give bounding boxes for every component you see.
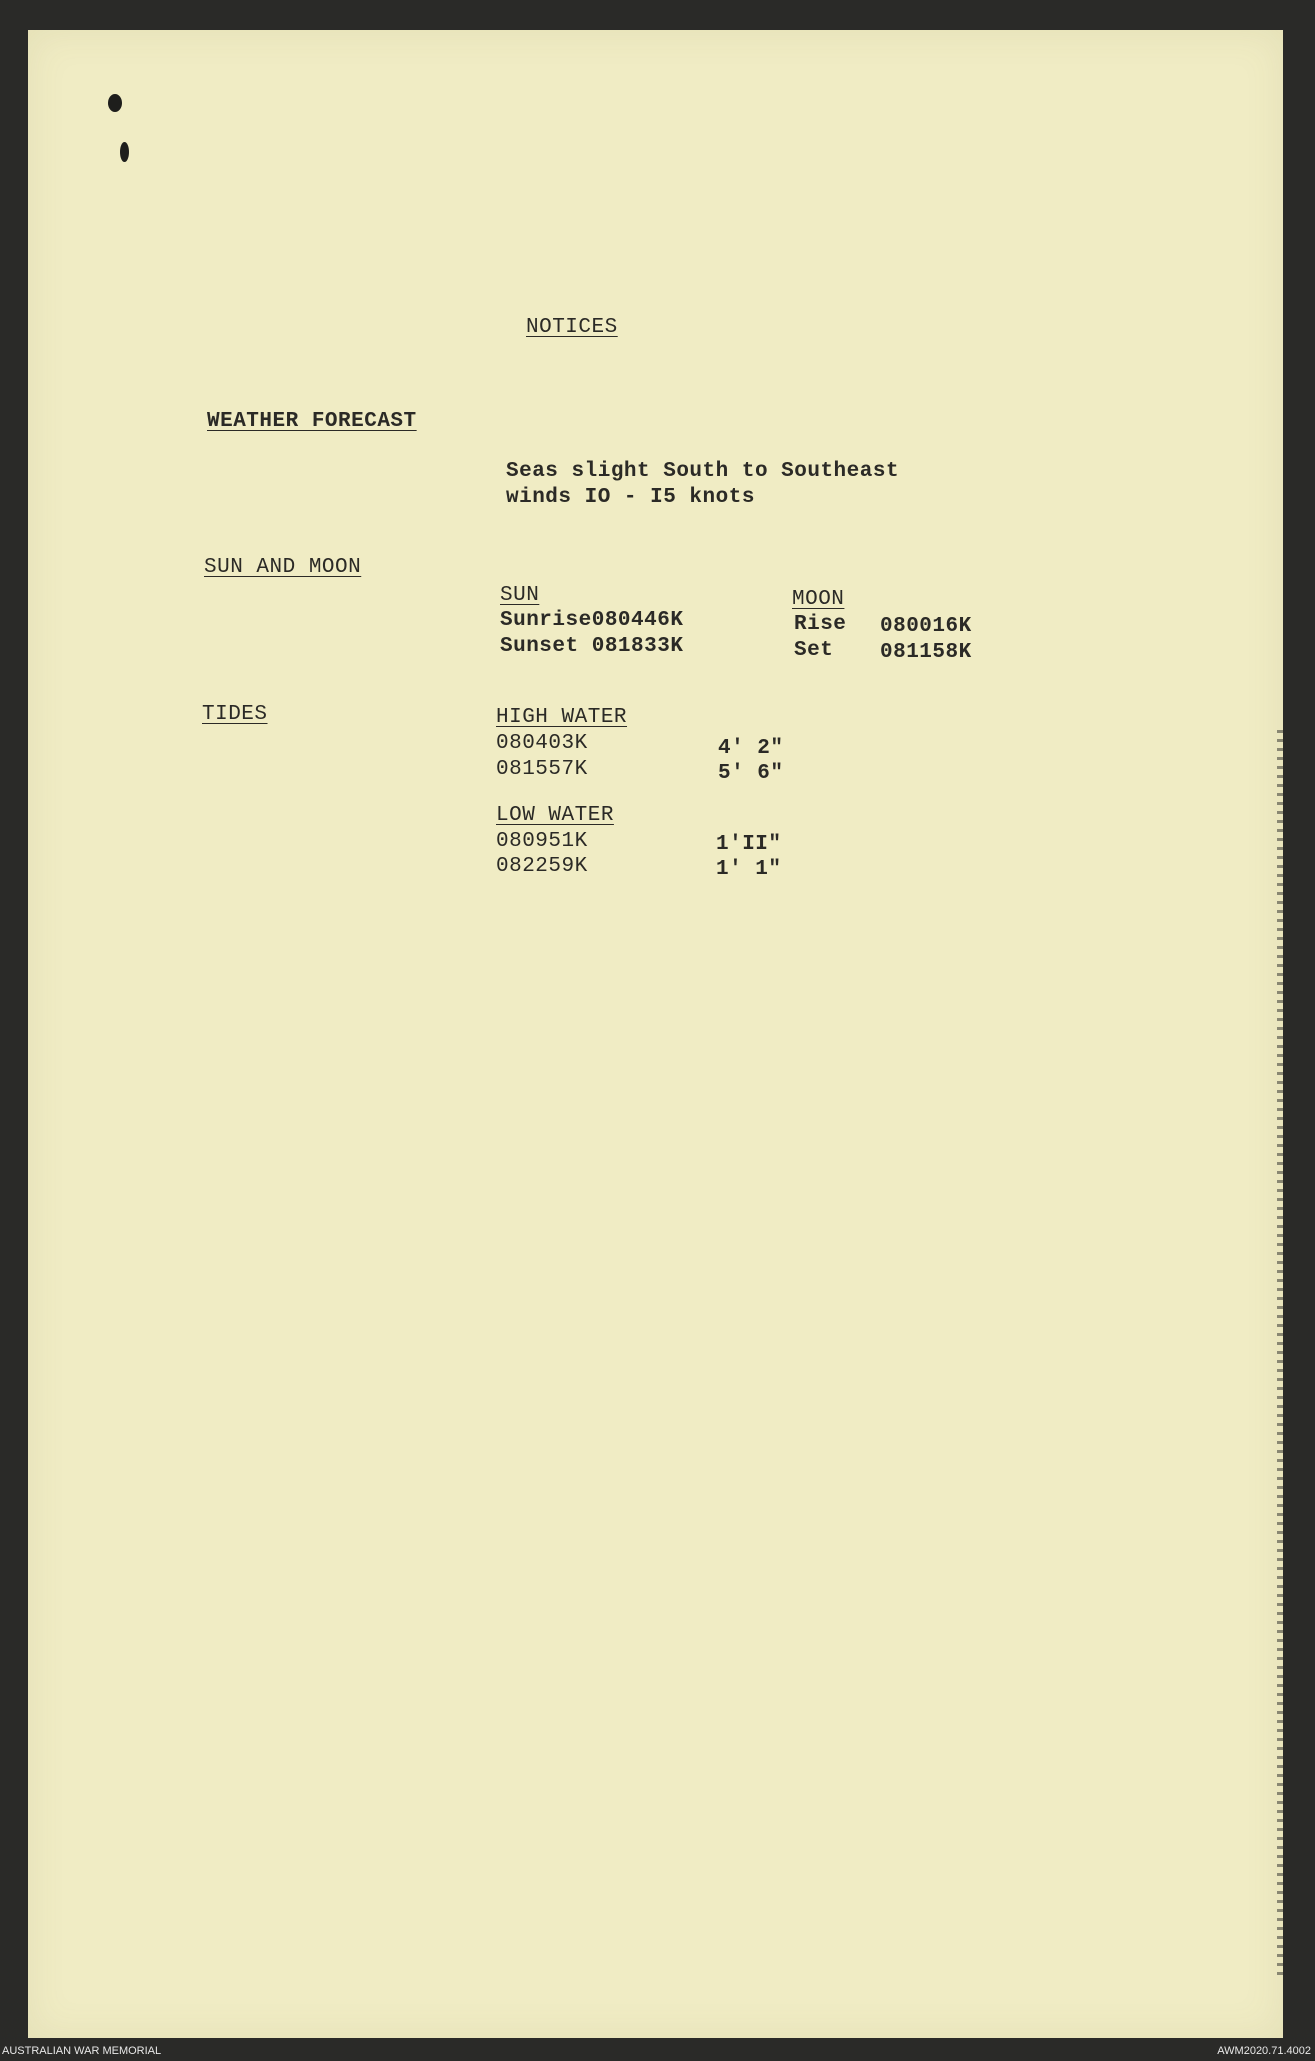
page-title: NOTICES [526,316,618,339]
moon-set-label: Set [794,639,834,662]
moon-set-time: 081158K [880,641,972,664]
weather-line-1: Seas slight South to Southeast [506,460,900,483]
high-water-height: 5' 6" [718,762,784,785]
low-water-time: 080951K [496,830,588,853]
moon-rise-time: 080016K [880,615,972,638]
low-water-time: 082259K [496,855,588,878]
high-water-time: 081557K [496,758,588,781]
sunrise-time: Sunrise080446K [500,609,684,632]
paper-edge-marks [1277,730,1283,1980]
document-page [28,30,1283,2038]
weather-line-2: winds IO - I5 knots [506,486,755,509]
high-water-time: 080403K [496,732,588,755]
punch-hole [120,142,129,162]
moon-rise-label: Rise [794,613,847,636]
tides-heading: TIDES [202,703,268,726]
sunset-time: Sunset 081833K [500,635,684,658]
sun-label: SUN [500,584,540,607]
footer-source: AUSTRALIAN WAR MEMORIAL [2,2045,162,2057]
high-water-height: 4' 2" [718,737,784,760]
low-water-label: LOW WATER [496,804,614,827]
punch-hole [108,94,122,112]
footer-accession: AWM2020.71.4002 [1217,2045,1311,2057]
low-water-height: 1' 1" [716,858,782,881]
high-water-label: HIGH WATER [496,706,628,729]
sun-moon-heading: SUN AND MOON [204,556,362,579]
moon-label: MOON [792,588,845,611]
low-water-height: 1'II" [716,833,782,856]
weather-heading: WEATHER FORECAST [207,410,417,433]
